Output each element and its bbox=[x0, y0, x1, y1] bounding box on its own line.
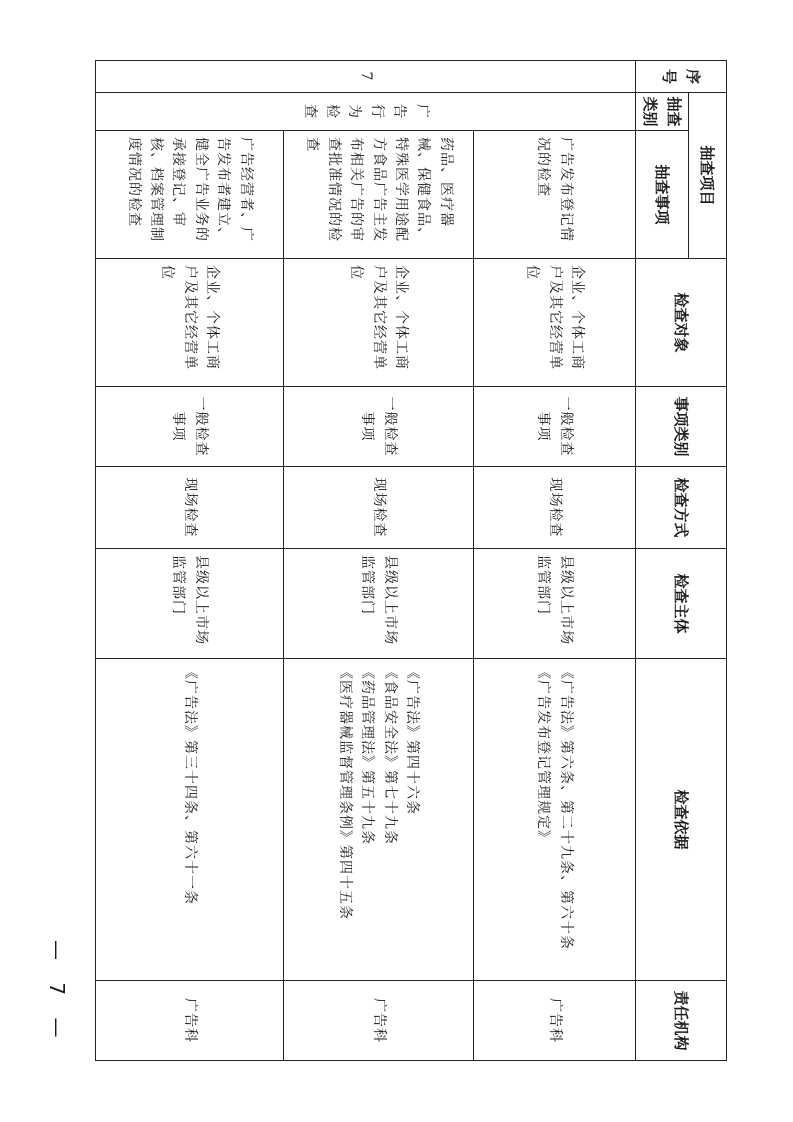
basis-line: 《食品安全法》第七十九条 bbox=[381, 665, 398, 846]
object-cell: 企业、个体工商户及其它经营单位 bbox=[474, 259, 636, 387]
subject-cell: 县级以上市场监管部门 bbox=[96, 549, 284, 659]
header-type: 事项类别 bbox=[636, 387, 727, 467]
page-number: — 7 — bbox=[45, 940, 69, 1046]
org-cell: 广告科 bbox=[284, 981, 474, 1061]
header-row-1 bbox=[689, 61, 727, 1061]
method-cell: 现场检查 bbox=[96, 467, 284, 549]
header-object: 检查对象 bbox=[636, 259, 727, 387]
seq-cell: 7 bbox=[96, 61, 636, 93]
table-row bbox=[96, 61, 284, 1061]
type-cell: 一般检查事项 bbox=[284, 387, 474, 467]
basis-cell bbox=[96, 659, 284, 981]
inspection-table bbox=[95, 60, 727, 1061]
type-cell: 一般检查事项 bbox=[96, 387, 284, 467]
header-org: 责任机构 bbox=[636, 981, 727, 1061]
header-subject: 检查主体 bbox=[636, 549, 727, 659]
org-cell: 广告科 bbox=[474, 981, 636, 1061]
table-row bbox=[284, 61, 474, 1061]
basis-line: 《广告法》第三十四条、第六十一条 bbox=[181, 665, 198, 906]
basis-line: 《医疗器械监督管理条例》第四十五条 bbox=[337, 665, 354, 921]
header-project: 抽查项目 bbox=[689, 93, 727, 259]
table-row bbox=[474, 61, 636, 1061]
basis-line: 《广告法》第六条、第二十九条、第六十条 bbox=[557, 665, 574, 951]
header-basis: 检查依据 bbox=[636, 659, 727, 981]
method-cell: 现场检查 bbox=[474, 467, 636, 549]
category-cell: 广告行为检查 bbox=[96, 93, 636, 131]
item-cell: 药品、医疗器械、保健食品、特殊医学用途配方食品广告主发布相关广告的审查批准情况的检查 bbox=[284, 131, 474, 259]
subject-cell: 县级以上市场监管部门 bbox=[284, 549, 474, 659]
subject-cell: 县级以上市场监管部门 bbox=[474, 549, 636, 659]
basis-line: 《药品管理法》第五十九条 bbox=[359, 665, 376, 846]
item-cell: 广告发布登记情况的检查 bbox=[474, 131, 636, 259]
header-method: 检查方式 bbox=[636, 467, 727, 549]
basis-line: 《广告发布登记管理规定》 bbox=[535, 665, 552, 846]
header-seq: 序号 bbox=[636, 61, 727, 93]
object-cell: 企业、个体工商户及其它经营单位 bbox=[96, 259, 284, 387]
type-cell: 一般检查事项 bbox=[474, 387, 636, 467]
method-cell: 现场检查 bbox=[284, 467, 474, 549]
org-cell: 广告科 bbox=[96, 981, 284, 1061]
item-cell: 广告经营者、广告发布者建立、健全广告业务的承接登记、审核、档案管理制度情况的检查 bbox=[96, 131, 284, 259]
basis-cell bbox=[284, 659, 474, 981]
basis-line: 《广告法》第四十六条 bbox=[404, 665, 421, 816]
header-item: 抽查事项 bbox=[636, 131, 689, 259]
header-category: 抽查类别 bbox=[636, 93, 689, 131]
basis-cell bbox=[474, 659, 636, 981]
object-cell: 企业、个体工商户及其它经营单位 bbox=[284, 259, 474, 387]
